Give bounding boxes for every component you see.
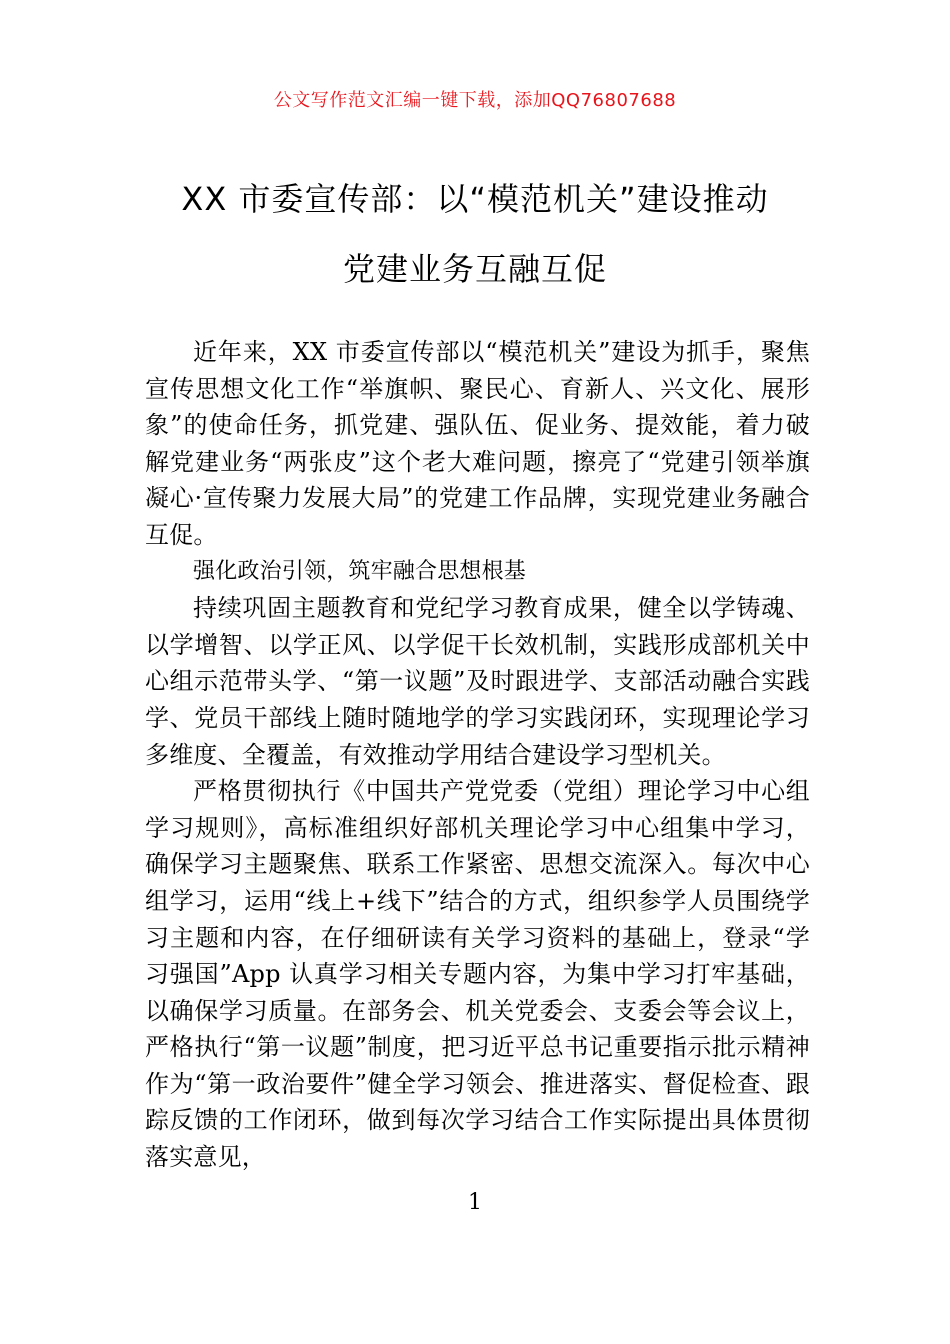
body-paragraph: 持续巩固主题教育和党纪学习教育成果，健全以学铸魂、以学增智、以学正风、以学促干长效机制，实践形成部机关中心组示范带头学、“第一议题”及时跟进学、支部活动融合实践学、党员干部线上随时随地学的学习实践闭环，实现理论学习多维度、全覆盖，有效推动学用结合建设学习型机关。 [145,594,810,769]
document-title-line-1: XX 市委宣传部：以“模范机关”建设推动 [181,180,769,218]
download-notice: 公文写作范文汇编一键下载，添加QQ76807688 [273,90,677,111]
section-heading: 强化政治引领，筑牢融合思想根基 [193,558,527,584]
body-paragraph: 严格贯彻执行《中国共产党党委（党组）理论学习中心组学习规则》，高标准组织好部机关理论学习中心组集中学习，确保学习主题聚焦、联系工作紧密、思想交流深入。每次中心组学习，运用“线上+线下”结合的方式，组织参学人员围绕学习主题和内容，在仔细研读有关学习资料的基础上，登录“学习强国”App 认真学习相关专题内容，为集中学习打牢基础，以确保学习质量。在部务会、机关党委会、支委会等会议上，严格执行“第一议题”制度，把习近平总书记重要指示批示精神作为“第一政治要件”健全学习领会、推进落实、督促检查、跟踪反馈的工作闭环，做到每次学习结合工作实际提出具体贯彻落实意见， [145,777,810,1172]
document-body [145,334,810,1176]
document-title-line-2: 党建业务互融互促 [342,250,607,288]
page-number: 1 [468,1190,482,1215]
body-paragraph-intro: 近年来，XX 市委宣传部以“模范机关”建设为抓手，聚焦宣传思想文化工作“举旗帜、聚民心、育新人、兴文化、展形象”的使命任务，抓党建、强队伍、促业务、提效能，着力破解党建业务“两张皮”这个老大难问题，擦亮了“党建引领举旗凝心·宣传聚力发展大局”的党建工作品牌，实现党建业务融合互促。 [145,338,810,549]
